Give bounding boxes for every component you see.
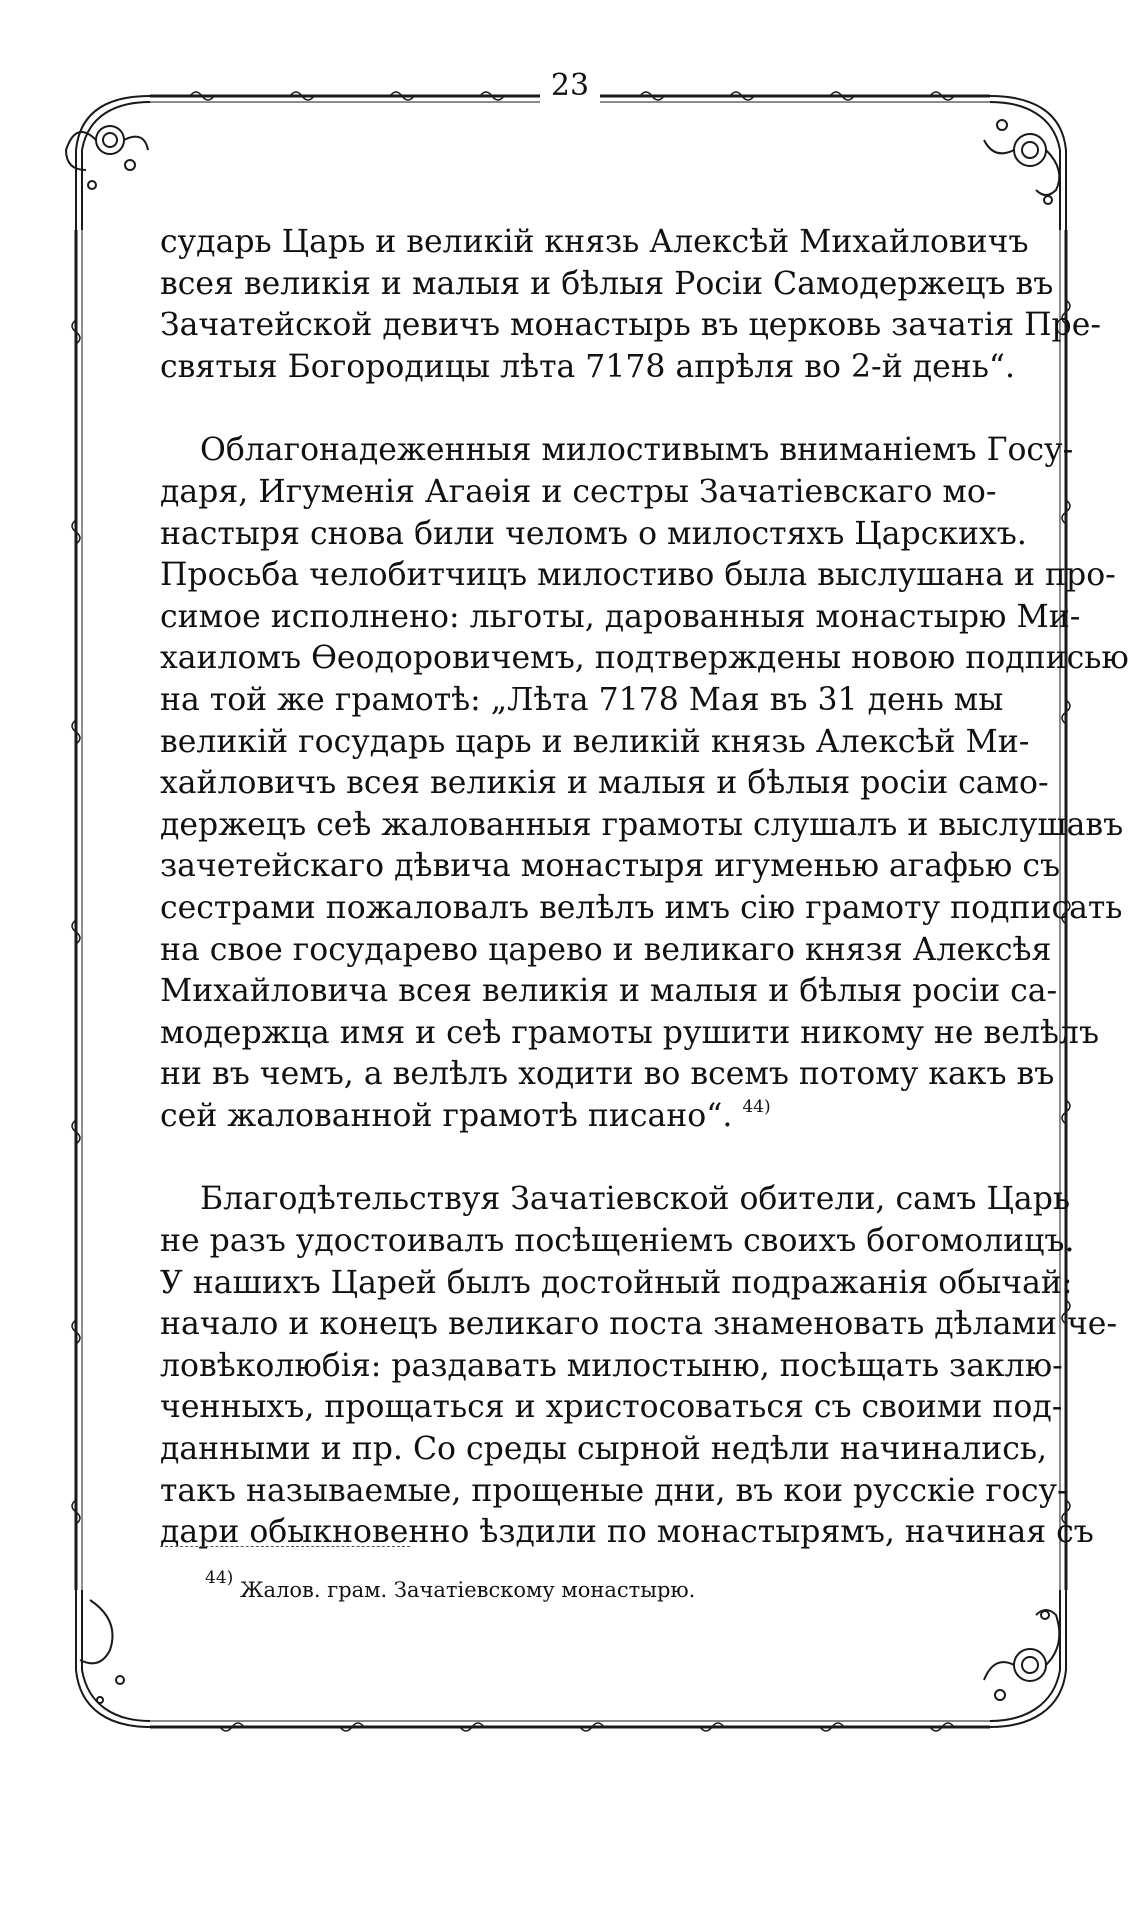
text-line: У нашихъ Царей былъ достойный подражанія обычай: <box>160 1264 1073 1301</box>
text-line: великій государь царь и великій князь Алексѣй Ми- <box>160 723 1030 760</box>
text-line: сестрами пожаловалъ велѣлъ имъ сію грамоту подписать <box>160 889 1123 926</box>
text-line: ченныхъ, прощаться и христосоваться съ своими под- <box>160 1389 1063 1426</box>
text-line: сударь Царь и великій князь Алексѣй Михайловичъ <box>160 224 1029 260</box>
footnote-divider <box>160 1546 410 1547</box>
text-line: даря, Игуменія Агаѳія и сестры Зачатіевскаго мо- <box>160 473 997 510</box>
paragraph-1 <box>160 222 1102 388</box>
body-text <box>160 222 1129 1554</box>
text-line-content: сей жалованной грамотѣ писано“. <box>160 1097 733 1134</box>
footnote-text: Жалов. грам. Зачатіевскому монастырю. <box>239 1578 696 1602</box>
paragraph-3 <box>160 1179 1118 1553</box>
footnote-reference: 44) <box>742 1096 771 1117</box>
page-number: 23 <box>540 66 600 106</box>
text-line: ни въ чемъ, а велѣлъ ходити во всемъ потому какъ въ <box>160 1056 1055 1093</box>
text-line: Облагонадеженныя милостивымъ вниманіемъ Госу- <box>200 432 1074 469</box>
text-line: на той же грамотѣ: „Лѣта 7178 Мая въ 31 день мы <box>160 681 1004 718</box>
text-line: святыя Богородицы лѣта 7178 апрѣля во 2-й день“. <box>160 348 1016 385</box>
paragraph-gap <box>160 1137 992 1179</box>
text-line: ловѣколюбія: раздавать милостыню, посѣщать заклю- <box>160 1347 1063 1384</box>
text-line <box>160 1096 992 1138</box>
text-line: держецъ сеѣ жалованныя грамоты слушалъ и выслушавъ <box>160 806 1124 843</box>
text-line: не разъ удостоивалъ посѣщеніемъ своихъ богомолицъ. <box>160 1223 1075 1260</box>
text-line: Зачатейской девичъ монастырь въ церковь зачатія Пре- <box>160 307 1102 344</box>
text-line: Михайловича всея великія и малыя и бѣлыя росіи са- <box>160 973 1058 1010</box>
text-line: дари обыкновенно ѣздили по монастырямъ, начиная съ <box>160 1514 1094 1551</box>
text-line: зачетейскаго дѣвича монастыря игуменью агафью съ <box>160 848 1060 885</box>
text-line: Благодѣтельствуя Зачатіевской обители, самъ Царь <box>200 1181 1071 1218</box>
footnote <box>205 1568 696 1604</box>
text-line: такъ называемые, прощеные дни, въ кои русскіе госу- <box>160 1472 1068 1509</box>
text-line: хаиломъ Ѳеодоровичемъ, подтверждены новою подписью <box>160 640 1129 677</box>
text-line: настыря снова били челомъ о милостяхъ Царскихъ. <box>160 515 1027 552</box>
text-line: Просьба челобитчицъ милостиво была выслушана и про- <box>160 557 1116 594</box>
text-line: на свое государево царево и великаго князя Алексѣя <box>160 931 1052 968</box>
paragraph-2 <box>160 430 1129 1137</box>
text-line: модержца имя и сеѣ грамоты рушити никому не велѣлъ <box>160 1014 1099 1051</box>
text-line: хайловичъ всея великія и малыя и бѣлыя росіи само- <box>160 765 1049 802</box>
text-line: симое исполнено: льготы, дарованныя монастырю Ми- <box>160 598 1081 635</box>
text-line: данными и пр. Со среды сырной недѣли начинались, <box>160 1431 1048 1468</box>
text-line: всея великія и малыя и бѣлыя Росіи Самодержецъ въ <box>160 265 1054 302</box>
text-line: начало и конецъ великаго поста знаменовать дѣлами че- <box>160 1306 1118 1343</box>
paragraph-gap <box>160 388 992 430</box>
footnote-marker: 44) <box>205 1568 234 1588</box>
